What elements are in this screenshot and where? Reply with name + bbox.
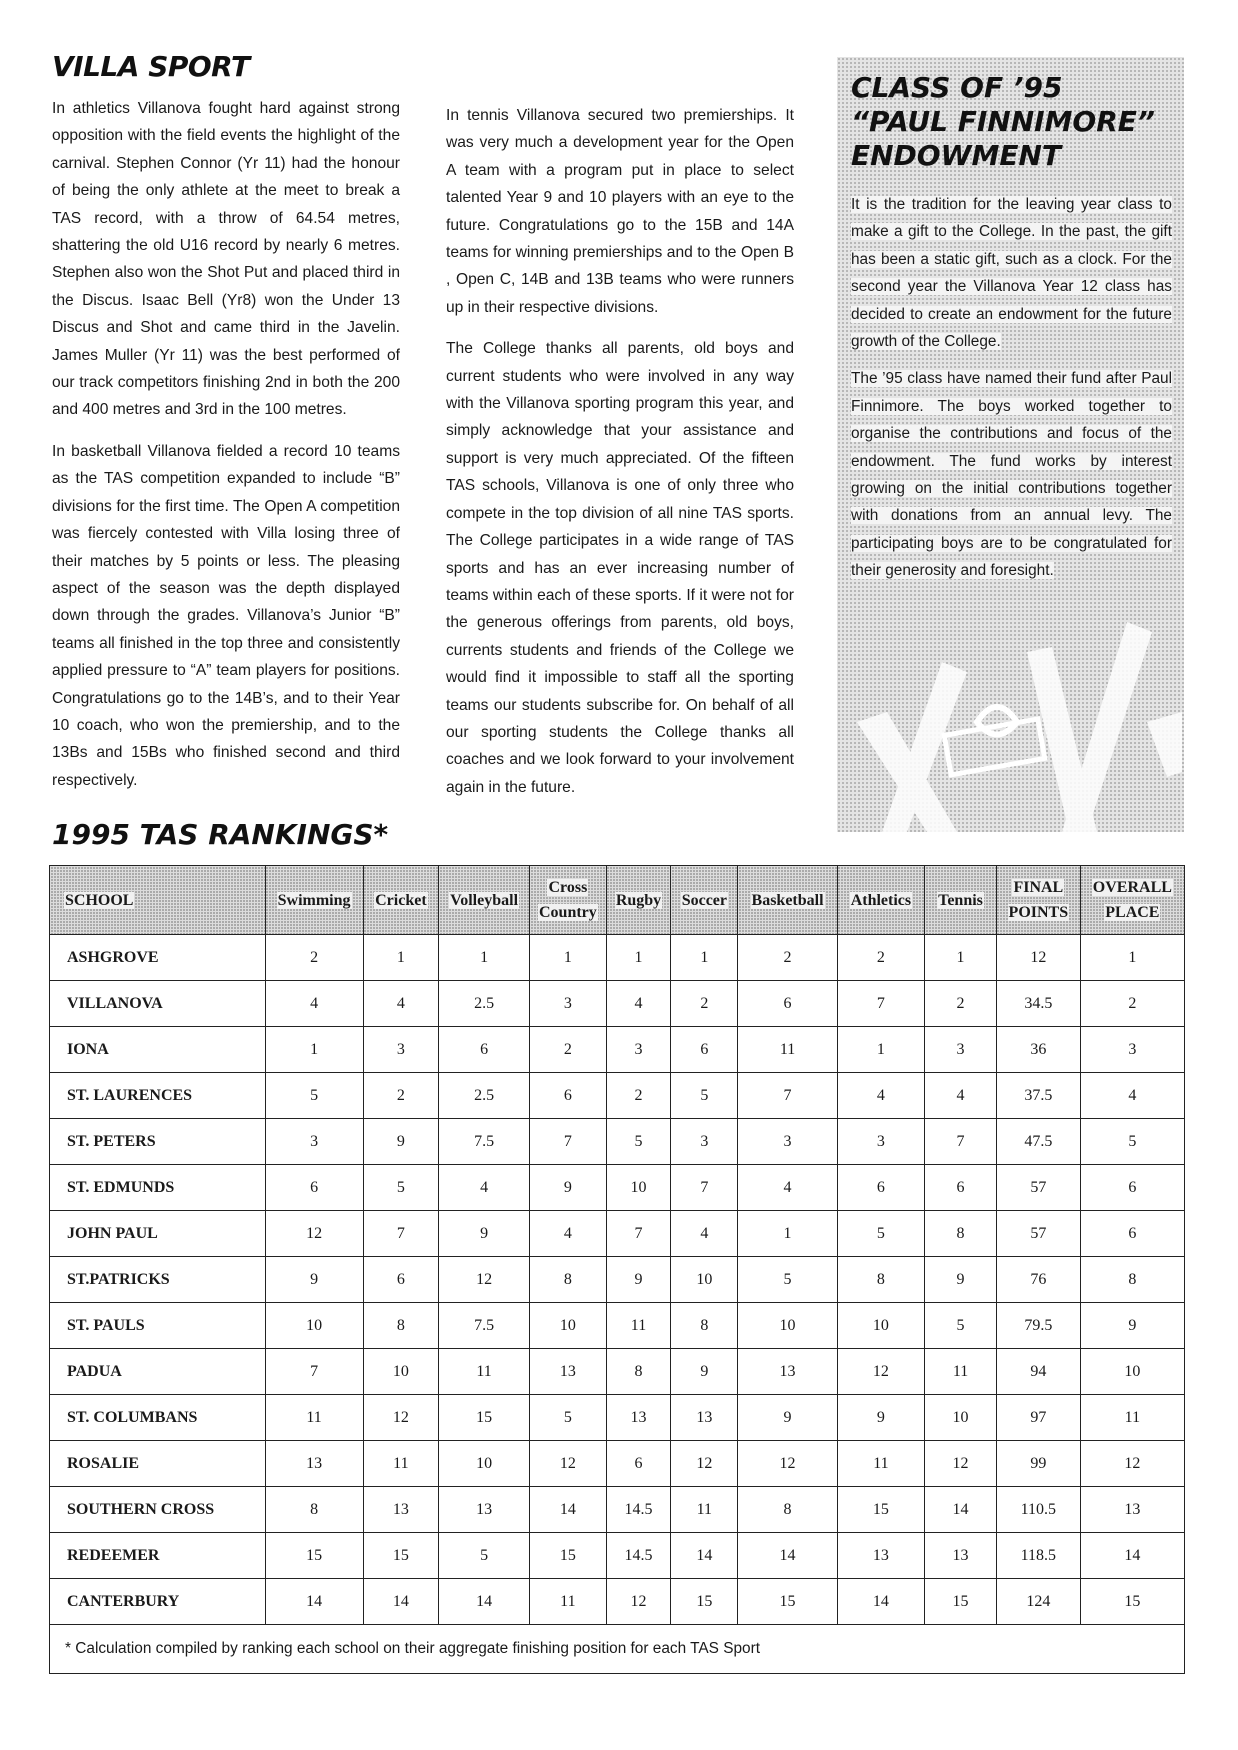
final-points-cell: 47.5 <box>996 1119 1080 1165</box>
value-cell: 14 <box>439 1579 530 1625</box>
value-cell: 7.5 <box>439 1119 530 1165</box>
value-cell: 12 <box>439 1257 530 1303</box>
rankings-table <box>49 865 1185 1674</box>
value-cell: 7 <box>738 1073 837 1119</box>
value-cell: 4 <box>363 981 438 1027</box>
overall-place-cell: 3 <box>1080 1027 1184 1073</box>
value-cell: 1 <box>439 935 530 981</box>
final-points-cell: 36 <box>996 1027 1080 1073</box>
overall-place-cell: 5 <box>1080 1119 1184 1165</box>
header-basketball <box>738 866 837 935</box>
value-cell: 12 <box>671 1441 738 1487</box>
value-cell: 8 <box>265 1487 363 1533</box>
overall-place-cell: 8 <box>1080 1257 1184 1303</box>
value-cell: 15 <box>738 1579 837 1625</box>
value-cell: 10 <box>738 1303 837 1349</box>
header-cross-country <box>530 866 607 935</box>
header-tennis <box>925 866 997 935</box>
value-cell: 3 <box>530 981 607 1027</box>
value-cell: 6 <box>265 1165 363 1211</box>
value-cell: 10 <box>439 1441 530 1487</box>
table-row <box>50 935 1185 981</box>
value-cell: 3 <box>925 1027 997 1073</box>
final-points-cell: 34.5 <box>996 981 1080 1027</box>
value-cell: 12 <box>265 1211 363 1257</box>
header-swimming <box>265 866 363 935</box>
value-cell: 4 <box>925 1073 997 1119</box>
overall-place-cell: 10 <box>1080 1349 1184 1395</box>
villa-sport-title: VILLA SPORT <box>52 50 250 83</box>
school-cell: ST. PETERS <box>50 1119 266 1165</box>
value-cell: 8 <box>671 1303 738 1349</box>
value-cell: 10 <box>606 1165 671 1211</box>
header-rugby-label: Rugby <box>615 891 662 909</box>
endowment-title-line3: ENDOWMENT <box>851 139 1062 172</box>
value-cell: 6 <box>363 1257 438 1303</box>
header-tennis-label: Tennis <box>938 891 983 909</box>
value-cell: 6 <box>671 1027 738 1073</box>
final-points-cell: 79.5 <box>996 1303 1080 1349</box>
final-points-cell: 76 <box>996 1257 1080 1303</box>
thanks-paragraph: The College thanks all parents, old boys and current students who were involved in any way with the Villanova sporting program this year, and simply acknowledge that your assistance and support is very much appreciated. Of the fifteen TAS schools, Villanova is one of only three who compete in the top division of all nine TAS sports. The College participates in a wide range of TAS sports and has an ever increasing number of teams within each of these sports. If it were not for the generous offerings from parents, old boys, currents students and friends of the College we would find it impossible to staff all the sporting teams our students subscribe for. On behalf of all our sporting students the College thanks all coaches and we look forward to your involvement again in the future. <box>446 340 794 796</box>
value-cell: 1 <box>671 935 738 981</box>
value-cell: 8 <box>738 1487 837 1533</box>
value-cell: 13 <box>439 1487 530 1533</box>
school-cell: VILLANOVA <box>50 981 266 1027</box>
header-soccer <box>671 866 738 935</box>
value-cell: 1 <box>606 935 671 981</box>
value-cell: 2 <box>530 1027 607 1073</box>
value-cell: 7.5 <box>439 1303 530 1349</box>
value-cell: 6 <box>925 1165 997 1211</box>
value-cell: 6 <box>530 1073 607 1119</box>
value-cell: 12 <box>363 1395 438 1441</box>
value-cell: 9 <box>837 1395 924 1441</box>
athletics-paragraph: In athletics Villanova fought hard against strong opposition with the field events the highlight of the carnival. Stephen Connor (Yr 11) had the honour of being the only athlete at the meet to break a TAS record, with a throw of 64.54 metres, shattering the old U16 record by nearly 6 metres. Stephen also won the Shot Put and placed third in the Discus. Isaac Bell (Yr8) won the Under 13 Discus and Shot and came third in the Javelin. James Muller (Yr 11) was the best performed of our track competitors finishing 2nd in both the 200 and 400 metres and 3rd in the 100 metres. <box>52 100 400 419</box>
overall-place-cell: 6 <box>1080 1211 1184 1257</box>
endowment-title <box>851 71 1184 173</box>
endowment-paragraph <box>851 365 1172 584</box>
value-cell: 14 <box>925 1487 997 1533</box>
value-cell: 8 <box>363 1303 438 1349</box>
table-row <box>50 1579 1185 1625</box>
value-cell: 13 <box>738 1349 837 1395</box>
value-cell: 5 <box>738 1257 837 1303</box>
value-cell: 10 <box>925 1395 997 1441</box>
value-cell: 15 <box>439 1395 530 1441</box>
table-row <box>50 1073 1185 1119</box>
school-cell: JOHN PAUL <box>50 1211 266 1257</box>
overall-place-cell: 11 <box>1080 1395 1184 1441</box>
value-cell: 9 <box>530 1165 607 1211</box>
header-cricket <box>363 866 438 935</box>
endowment-title-line1: CLASS OF ’95 <box>851 71 1063 104</box>
value-cell: 3 <box>738 1119 837 1165</box>
value-cell: 7 <box>530 1119 607 1165</box>
overall-place-cell: 12 <box>1080 1441 1184 1487</box>
value-cell: 2.5 <box>439 1073 530 1119</box>
value-cell: 10 <box>837 1303 924 1349</box>
table-row <box>50 1119 1185 1165</box>
value-cell: 11 <box>439 1349 530 1395</box>
table-row <box>50 1441 1185 1487</box>
value-cell: 7 <box>925 1119 997 1165</box>
value-cell: 8 <box>606 1349 671 1395</box>
value-cell: 12 <box>925 1441 997 1487</box>
school-cell: ASHGROVE <box>50 935 266 981</box>
school-cell: REDEEMER <box>50 1533 266 1579</box>
overall-place-cell: 4 <box>1080 1073 1184 1119</box>
value-cell: 9 <box>265 1257 363 1303</box>
value-cell: 2 <box>738 935 837 981</box>
header-swimming-label: Swimming <box>277 891 351 909</box>
school-cell: PADUA <box>50 1349 266 1395</box>
endowment-paragraph-text: The ’95 class have named their fund after Paul Finnimore. The boys worked together to organise the contributions and focus of the endowment. The fund works by interest growing on the initial contributions together with donations from an annual levy. The participating boys are to be congratulated for their generosity and foresight. <box>851 370 1172 580</box>
final-points-cell: 57 <box>996 1165 1080 1211</box>
value-cell: 12 <box>738 1441 837 1487</box>
value-cell: 3 <box>363 1027 438 1073</box>
value-cell: 5 <box>530 1395 607 1441</box>
school-cell: CANTERBURY <box>50 1579 266 1625</box>
final-points-cell: 97 <box>996 1395 1080 1441</box>
value-cell: 1 <box>837 1027 924 1073</box>
value-cell: 14.5 <box>606 1487 671 1533</box>
table-row <box>50 1211 1185 1257</box>
value-cell: 10 <box>265 1303 363 1349</box>
value-cell: 3 <box>265 1119 363 1165</box>
value-cell: 5 <box>439 1533 530 1579</box>
value-cell: 2 <box>363 1073 438 1119</box>
value-cell: 9 <box>439 1211 530 1257</box>
value-cell: 3 <box>837 1119 924 1165</box>
value-cell: 5 <box>265 1073 363 1119</box>
value-cell: 10 <box>363 1349 438 1395</box>
value-cell: 1 <box>738 1211 837 1257</box>
school-cell: ST.PATRICKS <box>50 1257 266 1303</box>
header-final-points <box>996 866 1080 935</box>
value-cell: 6 <box>439 1027 530 1073</box>
value-cell: 9 <box>363 1119 438 1165</box>
villanova-crest-watermark-icon <box>847 602 1182 832</box>
footnote-row <box>50 1625 1185 1674</box>
value-cell: 1 <box>530 935 607 981</box>
villa-sport-column-middle <box>446 102 794 815</box>
table-row <box>50 1395 1185 1441</box>
value-cell: 1 <box>363 935 438 981</box>
final-points-cell: 110.5 <box>996 1487 1080 1533</box>
overall-place-cell: 13 <box>1080 1487 1184 1533</box>
header-volleyball <box>439 866 530 935</box>
value-cell: 6 <box>738 981 837 1027</box>
value-cell: 12 <box>837 1349 924 1395</box>
final-points-cell: 94 <box>996 1349 1080 1395</box>
value-cell: 3 <box>606 1027 671 1073</box>
school-cell: ST. EDMUNDS <box>50 1165 266 1211</box>
value-cell: 2 <box>265 935 363 981</box>
value-cell: 4 <box>265 981 363 1027</box>
endowment-sidebar <box>837 57 1184 832</box>
table-row <box>50 1533 1185 1579</box>
school-cell: ST. PAULS <box>50 1303 266 1349</box>
header-volleyball-label: Volleyball <box>450 891 519 909</box>
table-row <box>50 1257 1185 1303</box>
value-cell: 11 <box>606 1303 671 1349</box>
school-cell: ROSALIE <box>50 1441 266 1487</box>
value-cell: 5 <box>925 1303 997 1349</box>
value-cell: 4 <box>671 1211 738 1257</box>
value-cell: 13 <box>925 1533 997 1579</box>
value-cell: 2.5 <box>439 981 530 1027</box>
final-points-cell: 12 <box>996 935 1080 981</box>
header-overall-place <box>1080 866 1184 935</box>
header-soccer-label: Soccer <box>681 891 727 909</box>
value-cell: 14.5 <box>606 1533 671 1579</box>
school-cell: ST. COLUMBANS <box>50 1395 266 1441</box>
value-cell: 15 <box>671 1579 738 1625</box>
value-cell: 8 <box>925 1211 997 1257</box>
header-overall-label: OVERALL <box>1092 879 1172 896</box>
school-cell: ST. LAURENCES <box>50 1073 266 1119</box>
value-cell: 13 <box>530 1349 607 1395</box>
value-cell: 2 <box>925 981 997 1027</box>
value-cell: 7 <box>671 1165 738 1211</box>
value-cell: 13 <box>606 1395 671 1441</box>
value-cell: 1 <box>265 1027 363 1073</box>
rankings-footnote: * Calculation compiled by ranking each school on their aggregate finishing position for each TAS Sport <box>50 1625 1185 1674</box>
value-cell: 14 <box>265 1579 363 1625</box>
value-cell: 4 <box>837 1073 924 1119</box>
value-cell: 4 <box>530 1211 607 1257</box>
value-cell: 8 <box>530 1257 607 1303</box>
value-cell: 15 <box>837 1487 924 1533</box>
value-cell: 11 <box>363 1441 438 1487</box>
value-cell: 7 <box>837 981 924 1027</box>
value-cell: 15 <box>363 1533 438 1579</box>
header-place-label: PLACE <box>1105 904 1160 921</box>
value-cell: 11 <box>837 1441 924 1487</box>
value-cell: 11 <box>738 1027 837 1073</box>
header-athletics-label: Athletics <box>850 891 912 909</box>
rankings-header-row <box>50 866 1185 935</box>
value-cell: 9 <box>925 1257 997 1303</box>
value-cell: 2 <box>671 981 738 1027</box>
value-cell: 4 <box>606 981 671 1027</box>
header-basketball-label: Basketball <box>751 891 824 909</box>
value-cell: 4 <box>738 1165 837 1211</box>
final-points-cell: 99 <box>996 1441 1080 1487</box>
value-cell: 7 <box>265 1349 363 1395</box>
final-points-cell: 37.5 <box>996 1073 1080 1119</box>
table-row <box>50 981 1185 1027</box>
table-row <box>50 1165 1185 1211</box>
value-cell: 11 <box>925 1349 997 1395</box>
header-athletics <box>837 866 924 935</box>
value-cell: 15 <box>530 1533 607 1579</box>
endowment-paragraph <box>851 191 1172 355</box>
final-points-cell: 118.5 <box>996 1533 1080 1579</box>
header-cross-label: Cross <box>548 879 588 896</box>
value-cell: 9 <box>671 1349 738 1395</box>
overall-place-cell: 9 <box>1080 1303 1184 1349</box>
endowment-title-line2: “PAUL FINNIMORE” <box>851 105 1155 138</box>
overall-place-cell: 15 <box>1080 1579 1184 1625</box>
value-cell: 14 <box>530 1487 607 1533</box>
value-cell: 14 <box>837 1579 924 1625</box>
final-points-cell: 124 <box>996 1579 1080 1625</box>
value-cell: 12 <box>530 1441 607 1487</box>
header-points-label: POINTS <box>1008 904 1069 921</box>
value-cell: 6 <box>837 1165 924 1211</box>
value-cell: 5 <box>671 1073 738 1119</box>
header-school <box>50 866 266 935</box>
table-row <box>50 1303 1185 1349</box>
value-cell: 9 <box>738 1395 837 1441</box>
value-cell: 6 <box>606 1441 671 1487</box>
rankings-body <box>50 935 1185 1625</box>
value-cell: 5 <box>837 1211 924 1257</box>
header-country-label: Country <box>538 904 597 921</box>
school-cell: IONA <box>50 1027 266 1073</box>
table-row <box>50 1027 1185 1073</box>
value-cell: 14 <box>738 1533 837 1579</box>
value-cell: 5 <box>363 1165 438 1211</box>
table-row <box>50 1349 1185 1395</box>
school-cell: SOUTHERN CROSS <box>50 1487 266 1533</box>
value-cell: 14 <box>671 1533 738 1579</box>
value-cell: 13 <box>363 1487 438 1533</box>
overall-place-cell: 1 <box>1080 935 1184 981</box>
value-cell: 15 <box>925 1579 997 1625</box>
value-cell: 10 <box>671 1257 738 1303</box>
value-cell: 1 <box>925 935 997 981</box>
value-cell: 4 <box>439 1165 530 1211</box>
value-cell: 10 <box>530 1303 607 1349</box>
value-cell: 11 <box>265 1395 363 1441</box>
header-cricket-label: Cricket <box>375 891 427 909</box>
overall-place-cell: 2 <box>1080 981 1184 1027</box>
endowment-paragraph-text: It is the tradition for the leaving year class to make a gift to the College. In the past, the gift has been a static gift, such as a clock. For the second year the Villanova Year 12 class has decided to create an endowment for the future growth of the College. <box>851 196 1172 351</box>
value-cell: 11 <box>530 1579 607 1625</box>
value-cell: 9 <box>606 1257 671 1303</box>
value-cell: 2 <box>606 1073 671 1119</box>
table-row <box>50 1487 1185 1533</box>
overall-place-cell: 6 <box>1080 1165 1184 1211</box>
value-cell: 13 <box>671 1395 738 1441</box>
value-cell: 7 <box>363 1211 438 1257</box>
value-cell: 12 <box>606 1579 671 1625</box>
overall-place-cell: 14 <box>1080 1533 1184 1579</box>
final-points-cell: 57 <box>996 1211 1080 1257</box>
header-final-label: FINAL <box>1013 879 1064 896</box>
value-cell: 13 <box>837 1533 924 1579</box>
header-rugby <box>606 866 671 935</box>
value-cell: 3 <box>671 1119 738 1165</box>
value-cell: 15 <box>265 1533 363 1579</box>
value-cell: 11 <box>671 1487 738 1533</box>
rankings-title: 1995 TAS RANKINGS* <box>52 818 389 851</box>
basketball-paragraph: In basketball Villanova fielded a record 10 teams as the TAS competition expanded to include “B” divisions for the first time. The Open A competition was fiercely contested with Villa losing three of their matches by 5 points or less. The pleasing aspect of the season was the depth displayed down through the grades. Villanova’s Junior “B” teams all finished in the top three and consistently applied pressure to “A” team players for positions. Congratulations go to the 14B’s, and to their Year 10 coach, who won the premiership, and to the 13Bs and 15Bs who finished second and third respectively. <box>52 442 400 789</box>
villa-sport-column-left <box>52 50 400 808</box>
value-cell: 2 <box>837 935 924 981</box>
value-cell: 5 <box>606 1119 671 1165</box>
value-cell: 14 <box>363 1579 438 1625</box>
header-school-label: SCHOOL <box>65 891 134 909</box>
tennis-paragraph: In tennis Villanova secured two premierships. It was very much a development year for the Open A team with a program put in place to select talented Year 9 and 10 players with an eye to the future. Congratulations go to the 15B and 14A teams for winning premierships and to the Open B , Open C, 14B and 13B teams who were runners up in their respective divisions. <box>446 107 794 316</box>
value-cell: 7 <box>606 1211 671 1257</box>
value-cell: 13 <box>265 1441 363 1487</box>
value-cell: 8 <box>837 1257 924 1303</box>
